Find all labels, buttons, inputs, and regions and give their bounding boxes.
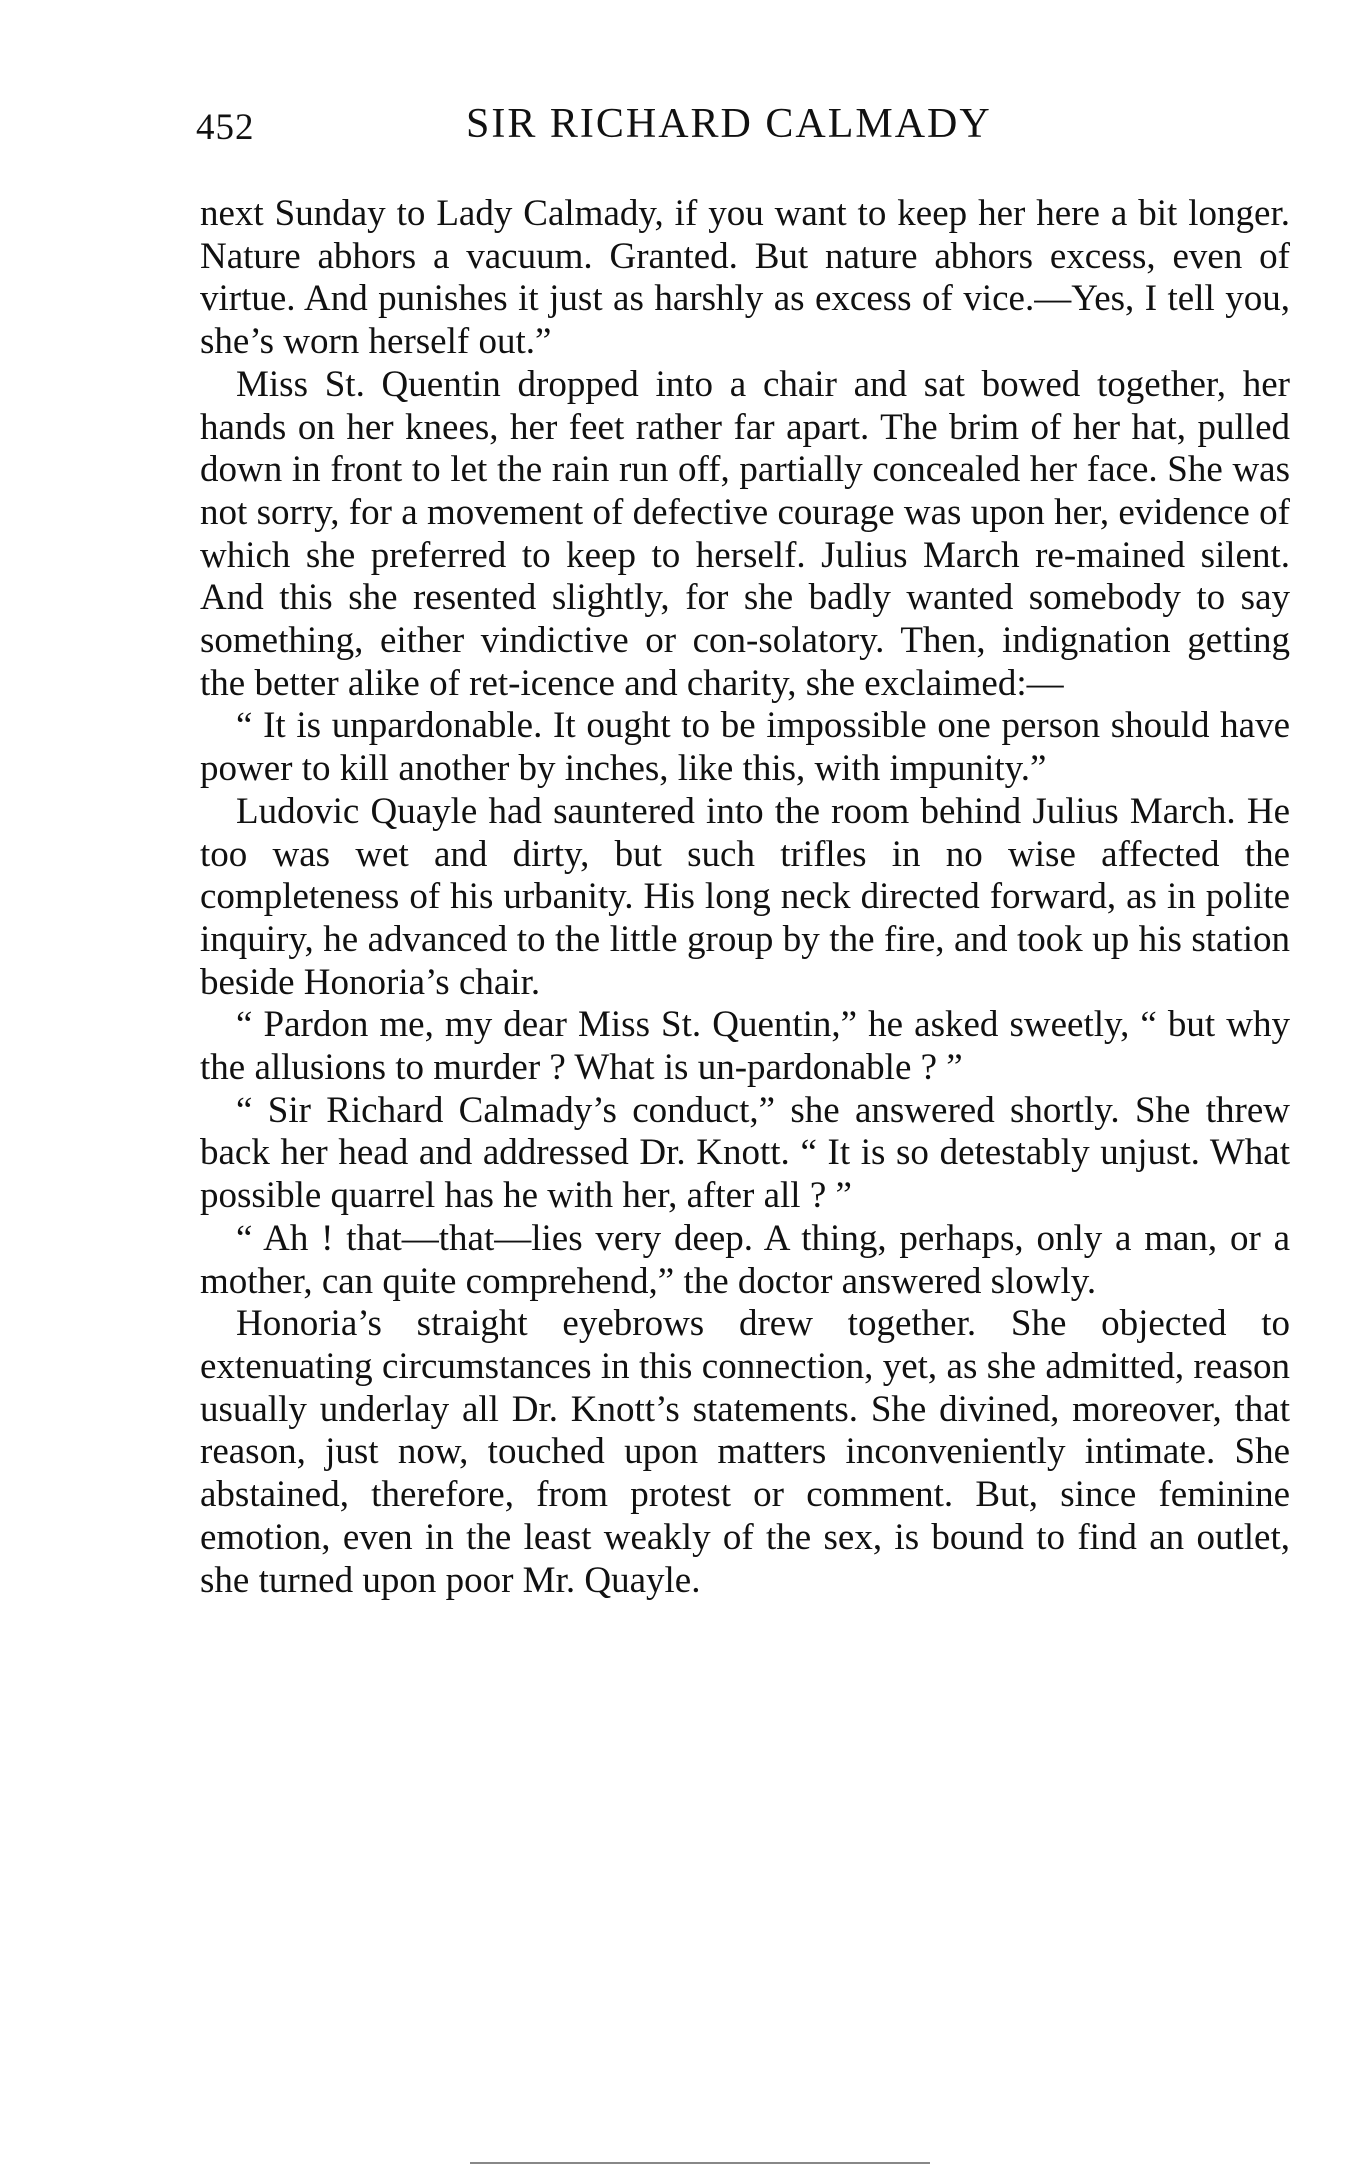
body-text: [200, 193, 1290, 1602]
paragraph: “ It is unpardonable. It ought to be impossible one person should have power to kill another by inches, like this, with impunity.”: [200, 705, 1290, 790]
running-head: [196, 100, 1290, 160]
paragraph: Honoria’s straight eyebrows drew together. She objected to extenuating circumstances in this connection, yet, as she admitted, reason usually underlay all Dr. Knott’s statements. She divined, moreover, that reason, just now, touched upon matters inconveniently intimate. She abstained, therefore, from protest or comment. But, since feminine emotion, even in the least weakly of the sex, is bound to find an outlet, she turned upon poor Mr. Quayle.: [200, 1303, 1290, 1601]
paragraph: Miss St. Quentin dropped into a chair and sat bowed together, her hands on her knees, her feet rather far apart. The brim of her hat, pulled down in front to let the rain run off, partially concealed her face. She was not sorry, for a movement of defective courage was upon her, evidence of which she preferred to keep to herself. Julius March re-mained silent. And this she resented slightly, for she badly wanted somebody to say something, either vindictive or con-solatory. Then, indignation getting the better alike of ret-icence and charity, she exclaimed:—: [200, 363, 1290, 704]
paragraph: “ Pardon me, my dear Miss St. Quentin,” he asked sweetly, “ but why the allusions to murder ? What is un-pardonable ? ”: [200, 1004, 1290, 1089]
book-title: SIR RICHARD CALMADY: [466, 101, 992, 147]
paragraph: “ Sir Richard Calmady’s conduct,” she answered shortly. She threw back her head and addressed Dr. Knott. “ It is so detestably unjust. What possible quarrel has he with her, after all ? ”: [200, 1089, 1290, 1217]
paragraph-continued: next Sunday to Lady Calmady, if you want to keep her here a bit longer. Nature abhors a vacuum. Granted. But nature abhors excess, even of virtue. And punishes it just as harshly as excess of vice.—Yes, I tell you, she’s worn herself out.”: [200, 193, 1290, 363]
page-bottom-rule: [470, 2162, 930, 2164]
page-number: 452: [196, 107, 255, 148]
paragraph: Ludovic Quayle had sauntered into the room behind Julius March. He too was wet and dirty, but such trifles in no wise affected the completeness of his urbanity. His long neck directed forward, as in polite inquiry, he advanced to the little group by the fire, and took up his station beside Honoria’s chair.: [200, 790, 1290, 1003]
paragraph: “ Ah ! that—that—lies very deep. A thing, perhaps, only a man, or a mother, can quite comprehend,” the doctor answered slowly.: [200, 1217, 1290, 1302]
